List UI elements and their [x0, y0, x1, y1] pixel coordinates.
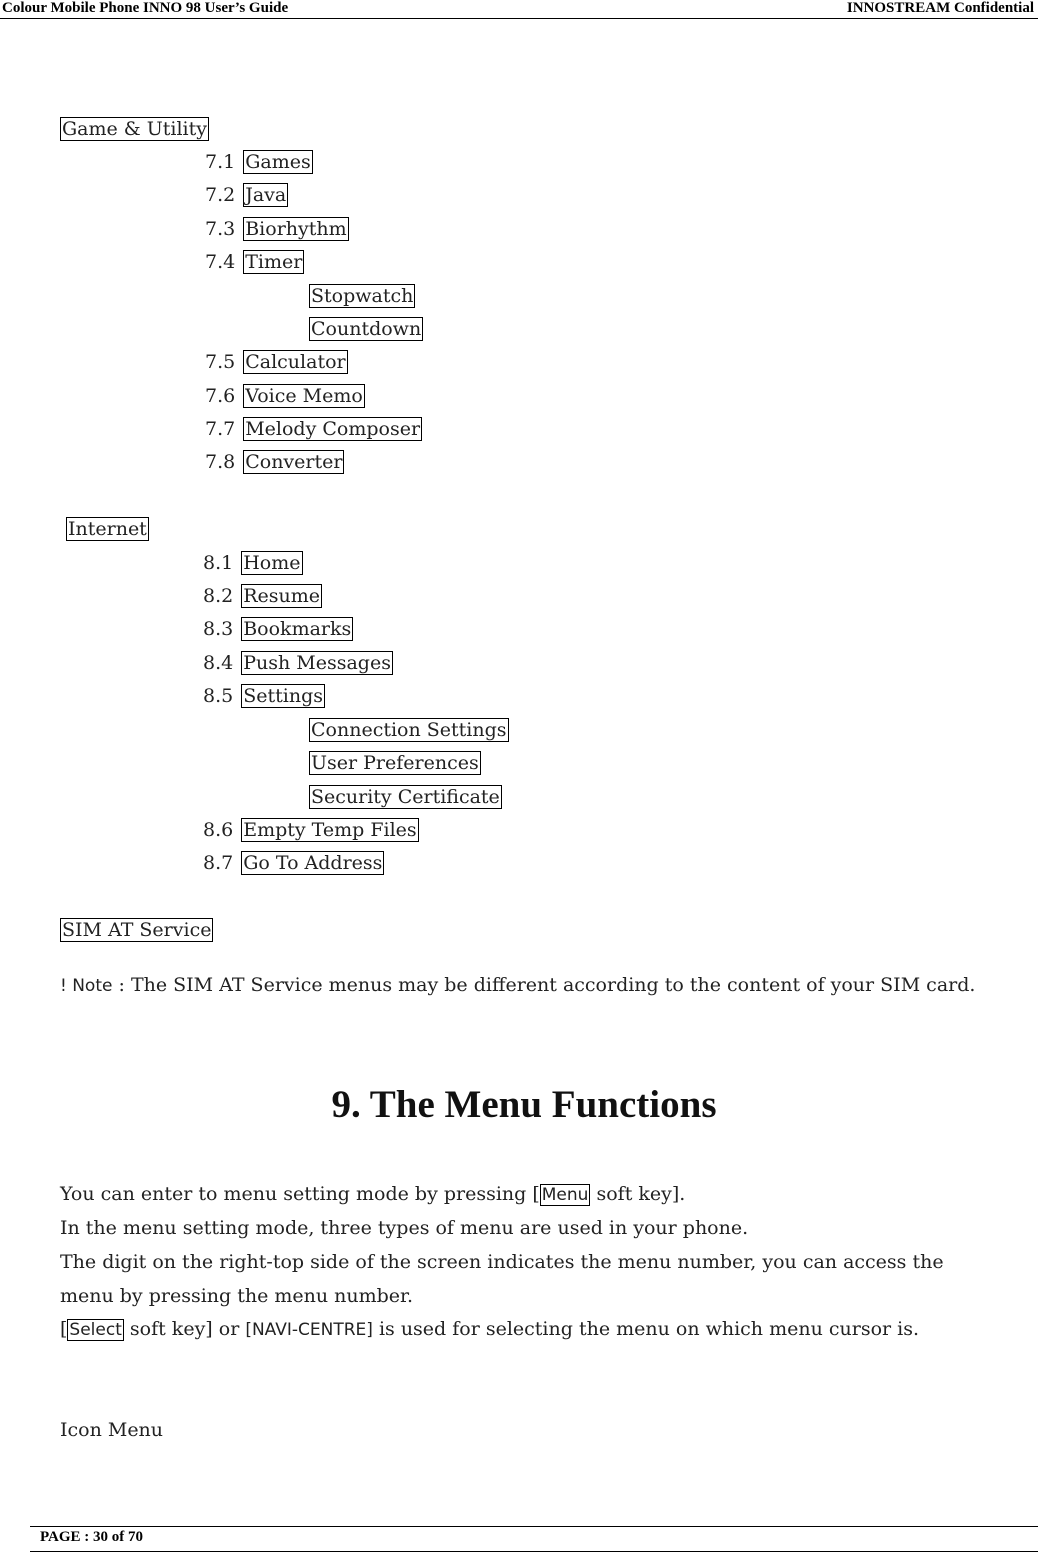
menu-item-settings: 8.5 Settings: [203, 685, 323, 707]
menu-item-java: 7.2 Java: [205, 184, 287, 206]
menu-item-go-to-address: 8.7 Go To Address: [203, 852, 383, 874]
menu-item-biorhythm: 7.3 Biorhythm: [205, 218, 347, 240]
menu-item-bookmarks: 8.3 Bookmarks: [203, 618, 352, 640]
paragraph-select-key: [ Select soft key] or [NAVI-CENTRE] is used for selecting the menu on which menu cursor is.: [60, 1318, 919, 1340]
menu-key-label: Menu: [541, 1185, 589, 1205]
submenu-connection-settings: Connection Settings: [311, 719, 507, 741]
header-doc-title: Colour Mobile Phone INNO 98 User’s Guide: [2, 0, 289, 16]
page-footer: [30, 1526, 1038, 1552]
submenu-security-certificate: Security Certificate: [311, 786, 500, 808]
menu-item-push-messages: 8.4 Push Messages: [203, 652, 391, 674]
paragraph-menu-key: You can enter to menu setting mode by pressing [ Menu soft key].: [60, 1183, 686, 1205]
navi-centre-key: [NAVI-CENTRE]: [245, 1320, 373, 1340]
header-confidential: INNOSTREAM Confidential: [846, 0, 1034, 16]
page-header: [0, 0, 1038, 19]
submenu-countdown: Countdown: [311, 318, 422, 340]
menu-item-melody-composer: 7.7 Melody Composer: [205, 418, 421, 440]
menu-item-games: 7.1 Games: [205, 151, 311, 173]
menu-item-timer: 7.4 Timer: [205, 251, 303, 273]
menu-item-home: 8.1 Home: [203, 552, 301, 574]
menu-item-empty-temp-files: 8.6 Empty Temp Files: [203, 819, 417, 841]
paragraph-menu-number-2: menu by pressing the menu number.: [60, 1285, 414, 1307]
paragraph-menu-number-1: The digit on the right-top side of the screen indicates the menu number, you can access the: [60, 1251, 944, 1273]
submenu-stopwatch: Stopwatch: [311, 285, 414, 307]
select-key-label: Select: [69, 1320, 122, 1340]
section-title: 9. The Menu Functions: [331, 1083, 717, 1126]
menu-item-voice-memo: 7.6 Voice Memo: [205, 385, 363, 407]
internet-heading: Internet: [68, 518, 147, 540]
note-label: ! Note: [60, 976, 113, 996]
menu-item-resume: 8.2 Resume: [203, 585, 321, 607]
sim-note: [60, 973, 975, 998]
sim-at-service-heading: SIM AT Service: [62, 919, 212, 941]
icon-menu-subheading: Icon Menu: [60, 1419, 164, 1441]
submenu-user-preferences: User Preferences: [311, 752, 479, 774]
menu-item-converter: 7.8 Converter: [205, 451, 343, 473]
game-utility-heading: Game & Utility: [62, 118, 208, 140]
note-text: : The SIM AT Service menus may be different according to the content of your SIM card.: [112, 974, 976, 996]
menu-item-calculator: 7.5 Calculator: [205, 351, 346, 373]
paragraph-menu-types: In the menu setting mode, three types of menu are used in your phone.: [60, 1217, 749, 1239]
page-number: PAGE : 30 of 70: [40, 1529, 144, 1545]
